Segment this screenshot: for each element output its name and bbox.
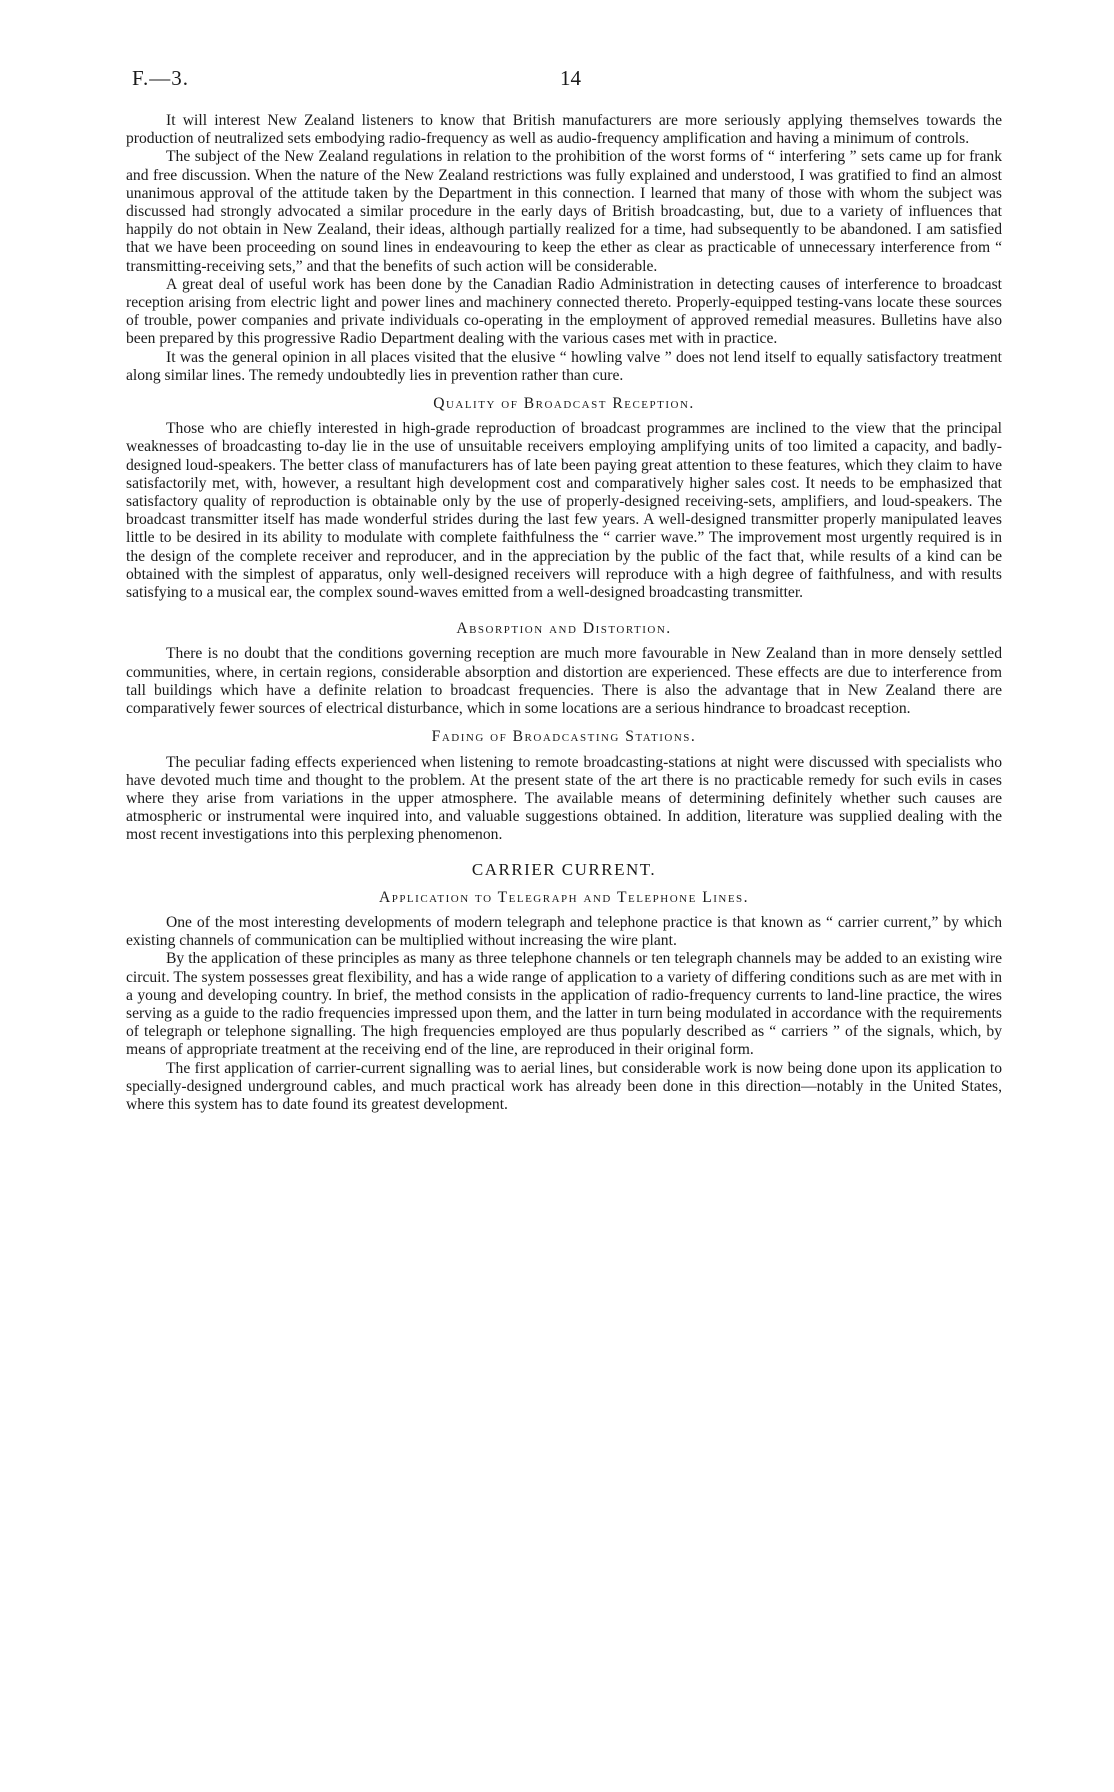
paragraph: Those who are chiefly interested in high-grade reproduction of broadcast programmes are inclined to the view that the principal weaknesses of broadcasting to-day lie in the use of unsuitable receivers employing amplifying units of too limited a capacity, and badly-designed loud-speakers. The better class of manufacturers has of late been paying great attention to these features, which they claim to have satisfactorily met, with, however, a resultant high development cost and comparatively higher sales cost. It needs to be emphasized that satisfactory quality of reproduction is obtainable only by the use of properly-designed receiving-sets, amplifiers, and loud-speakers. The broadcast transmitter itself has made wonderful strides during the last few years. A well-designed transmitter properly manipulated leaves little to be desired in its ability to modulate with complete faithfulness the “ carrier wave.” The improvement most urgently required is in the design of the complete receiver and reproducer, and in the appreciation by the public of the fact that, while results of a kind can be obtained with the simplest of apparatus, only well-designed receivers will reproduce with a high degree of faithfulness, and with results satisfying to a musical ear, the complex sound-waves emitted from a well-designed broadcasting transmitter. xyxy=(126,420,1002,602)
paragraph: By the application of these principles as many as three telephone channels or ten telegraph channels may be added to an existing wire circuit. The system possesses great flexibility, and has a wide range of application to a variety of differing conditions such as are met with in a young and developing country. In brief, the method consists in the application of radio-frequency currents to land-line practice, the wires serving as a guide to the radio frequencies impressed upon them, and the latter in turn being modulated in accordance with the requirements of telegraph or telephone signalling. The high frequencies employed are thus popularly described as “ carriers ” of the signals, which, by means of appropriate treatment at the receiving end of the line, are reproduced in their original form. xyxy=(126,950,1002,1059)
section-heading-fading: Fading of Broadcasting Stations. xyxy=(431,728,697,746)
paragraph: A great deal of useful work has been done by the Canadian Radio Administration in detecting causes of interference to broadcast reception arising from electric light and power lines and machinery connected thereto. Properly-equipped testing-vans locate these sources of trouble, power companies and private individuals co-operating in the employment of approved remedial measures. Bulletins have also been prepared by this progressive Radio Department dealing with the various cases met with in practice. xyxy=(126,275,1002,348)
paragraph: The first application of carrier-current signalling was to aerial lines, but considerable work is now being done upon its application to specially-designed underground cables, and much practical work has already been done in this direction—notably in the United States, where this system has to date found its greatest development. xyxy=(126,1059,1002,1113)
paragraph: The subject of the New Zealand regulations in relation to the prohibition of the worst forms of “ interfering ” sets came up for frank and free discussion. When the nature of the New Zealand restrictions was fully explained and understood, I was gratified to find an almost unanimous approval of the attitude taken by the Department in this connection. I learned that many of those with whom the subject was discussed had strongly advocated a similar procedure in the early days of British broadcasting, but, due to a variety of influences that happily do not obtain in New Zealand, their ideas, although partially realized for a time, had subsequently to be abandoned. I am satisfied that we have been proceeding on sound lines in endeavouring to keep the ether as clear as practicable of unnecessary interference from “ transmitting-receiving sets,” and that the benefits of such action will be considerable. xyxy=(126,148,1002,275)
report-reference: F.—3. xyxy=(132,66,189,90)
section-heading-application: Application to Telegraph and Telephone Lines. xyxy=(378,888,750,906)
section-heading-absorption: Absorption and Distortion. xyxy=(456,620,672,638)
page-number: 14 xyxy=(560,66,581,90)
paragraph: One of the most interesting developments of modern telegraph and telephone practice is that known as “ carrier current,” by which existing channels of communication can be multiplied without increasing the wire plant. xyxy=(126,913,1002,950)
paragraph: It was the general opinion in all places visited that the elusive “ howling valve ” does not lend itself to equally satisfactory treatment along similar lines. The remedy undoubtedly lies in prevention rather than cure. xyxy=(126,348,1002,384)
document-body xyxy=(126,112,1002,1114)
paragraph: It will interest New Zealand listeners to know that British manufacturers are more seriously applying themselves towards the production of neutralized sets embodying radio-frequency as well as audio-frequency amplification and having a minimum of controls. xyxy=(126,112,1002,148)
paragraph: The peculiar fading effects experienced when listening to remote broadcasting-stations at night were discussed with specialists who have devoted much time and thought to the problem. At the present state of the art there is no practicable remedy for such evils in cases where they arise from variations in the upper atmosphere. The available means of determining definitely whether such causes are atmospheric or instrumental were inquired into, and valuable suggestions obtained. In addition, literature was supplied dealing with the most recent investigations into this perplexing phenomenon. xyxy=(126,753,1002,844)
section-heading-quality: Quality of Broadcast Reception. xyxy=(433,395,695,413)
main-heading-carrier-current: CARRIER CURRENT. xyxy=(471,859,657,879)
paragraph: There is no doubt that the conditions governing reception are much more favourable in New Zealand than in more densely settled communities, where, in certain regions, considerable absorption and distortion are experienced. These effects are due to interference from tall buildings which have a definite relation to broadcast frequencies. There is also the advantage that in New Zealand there are comparatively fewer sources of electrical disturbance, which in some locations are a serious hindrance to broadcast reception. xyxy=(126,645,1002,718)
